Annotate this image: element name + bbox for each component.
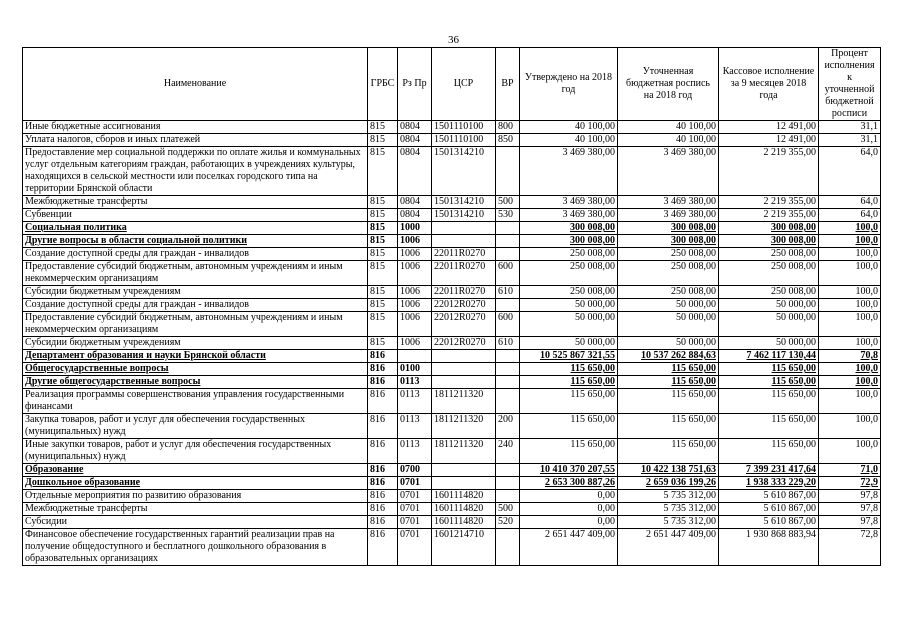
cell-grbs: 816 bbox=[368, 490, 398, 503]
cell-grbs: 815 bbox=[368, 222, 398, 235]
cell-grbs: 816 bbox=[368, 503, 398, 516]
header-refined: Уточненная бюджетная роспись на 2018 год bbox=[618, 48, 719, 121]
cell-grbs: 816 bbox=[368, 363, 398, 376]
cell-refined: 300 008,00 bbox=[618, 222, 719, 235]
cell-name: Образование bbox=[23, 464, 368, 477]
cell-vr bbox=[496, 235, 520, 248]
cell-refined: 5 735 312,00 bbox=[618, 516, 719, 529]
cell-refined: 115 650,00 bbox=[618, 376, 719, 389]
cell-approved: 10 525 867 321,55 bbox=[520, 350, 618, 363]
cell-refined: 115 650,00 bbox=[618, 389, 719, 414]
cell-grbs: 816 bbox=[368, 414, 398, 439]
cell-vr bbox=[496, 363, 520, 376]
table-row bbox=[23, 209, 881, 222]
cell-csr bbox=[432, 376, 496, 389]
cell-csr: 1501314210 bbox=[432, 196, 496, 209]
cell-name: Другие общегосударственные вопросы bbox=[23, 376, 368, 389]
cell-cash: 5 610 867,00 bbox=[719, 490, 819, 503]
cell-name: Закупка товаров, работ и услуг для обеспечения государственных (муниципальных) нужд bbox=[23, 414, 368, 439]
cell-approved: 2 651 447 409,00 bbox=[520, 529, 618, 566]
cell-approved: 115 650,00 bbox=[520, 414, 618, 439]
cell-vr: 200 bbox=[496, 414, 520, 439]
cell-cash: 5 610 867,00 bbox=[719, 516, 819, 529]
cell-grbs: 815 bbox=[368, 286, 398, 299]
cell-cash: 115 650,00 bbox=[719, 376, 819, 389]
cell-name: Общегосударственные вопросы bbox=[23, 363, 368, 376]
table-row bbox=[23, 516, 881, 529]
cell-name: Субсидии bbox=[23, 516, 368, 529]
cell-vr: 600 bbox=[496, 261, 520, 286]
cell-percent: 100,0 bbox=[819, 235, 881, 248]
cell-name: Департамент образования и науки Брянской области bbox=[23, 350, 368, 363]
cell-percent: 97,8 bbox=[819, 490, 881, 503]
cell-rzpr: 0804 bbox=[398, 209, 432, 222]
cell-vr: 500 bbox=[496, 196, 520, 209]
cell-name: Межбюджетные трансферты bbox=[23, 196, 368, 209]
table-row bbox=[23, 376, 881, 389]
cell-grbs: 815 bbox=[368, 121, 398, 134]
cell-vr bbox=[496, 222, 520, 235]
cell-name: Предоставление субсидий бюджетным, автономным учреждениям и иным некоммерческим организациям bbox=[23, 261, 368, 286]
cell-cash: 2 219 355,00 bbox=[719, 196, 819, 209]
cell-percent: 31,1 bbox=[819, 121, 881, 134]
cell-rzpr: 1006 bbox=[398, 286, 432, 299]
cell-refined: 3 469 380,00 bbox=[618, 147, 719, 196]
table-row bbox=[23, 337, 881, 350]
table-row bbox=[23, 235, 881, 248]
table-row bbox=[23, 261, 881, 286]
cell-percent: 64,0 bbox=[819, 147, 881, 196]
cell-cash: 12 491,00 bbox=[719, 134, 819, 147]
cell-csr: 1811211320 bbox=[432, 389, 496, 414]
cell-percent: 100,0 bbox=[819, 376, 881, 389]
cell-vr: 850 bbox=[496, 134, 520, 147]
cell-rzpr: 0701 bbox=[398, 516, 432, 529]
cell-percent: 100,0 bbox=[819, 312, 881, 337]
cell-rzpr: 0113 bbox=[398, 376, 432, 389]
cell-csr: 22011R0270 bbox=[432, 248, 496, 261]
cell-vr: 800 bbox=[496, 121, 520, 134]
cell-vr: 530 bbox=[496, 209, 520, 222]
cell-name: Социальная политика bbox=[23, 222, 368, 235]
cell-cash: 2 219 355,00 bbox=[719, 147, 819, 196]
cell-rzpr: 0701 bbox=[398, 503, 432, 516]
cell-name: Уплата налогов, сборов и иных платежей bbox=[23, 134, 368, 147]
page-number: 36 bbox=[448, 34, 459, 46]
cell-approved: 115 650,00 bbox=[520, 389, 618, 414]
table-row bbox=[23, 490, 881, 503]
cell-csr bbox=[432, 222, 496, 235]
cell-cash: 250 008,00 bbox=[719, 286, 819, 299]
cell-percent: 64,0 bbox=[819, 209, 881, 222]
header-grbs: ГРБС bbox=[368, 48, 398, 121]
cell-refined: 50 000,00 bbox=[618, 299, 719, 312]
cell-name: Дошкольное образование bbox=[23, 477, 368, 490]
cell-refined: 10 422 138 751,63 bbox=[618, 464, 719, 477]
cell-vr: 600 bbox=[496, 312, 520, 337]
cell-cash: 115 650,00 bbox=[719, 439, 819, 464]
cell-csr: 1601114820 bbox=[432, 503, 496, 516]
cell-refined: 2 659 036 199,26 bbox=[618, 477, 719, 490]
cell-csr bbox=[432, 350, 496, 363]
cell-cash: 50 000,00 bbox=[719, 312, 819, 337]
cell-refined: 300 008,00 bbox=[618, 235, 719, 248]
cell-cash: 250 008,00 bbox=[719, 261, 819, 286]
cell-percent: 100,0 bbox=[819, 261, 881, 286]
cell-cash: 300 008,00 bbox=[719, 235, 819, 248]
cell-grbs: 815 bbox=[368, 312, 398, 337]
cell-csr bbox=[432, 235, 496, 248]
table-row bbox=[23, 196, 881, 209]
header-name: Наименование bbox=[23, 48, 368, 121]
cell-csr: 22011R0270 bbox=[432, 286, 496, 299]
table-row bbox=[23, 350, 881, 363]
cell-cash: 2 219 355,00 bbox=[719, 209, 819, 222]
cell-approved: 2 653 300 887,26 bbox=[520, 477, 618, 490]
cell-vr bbox=[496, 248, 520, 261]
cell-csr: 1501314210 bbox=[432, 147, 496, 196]
cell-name: Создание доступной среды для граждан - инвалидов bbox=[23, 248, 368, 261]
cell-grbs: 816 bbox=[368, 389, 398, 414]
cell-approved: 115 650,00 bbox=[520, 439, 618, 464]
cell-grbs: 815 bbox=[368, 196, 398, 209]
table-row bbox=[23, 121, 881, 134]
cell-refined: 40 100,00 bbox=[618, 134, 719, 147]
cell-approved: 50 000,00 bbox=[520, 312, 618, 337]
cell-percent: 100,0 bbox=[819, 286, 881, 299]
cell-percent: 64,0 bbox=[819, 196, 881, 209]
cell-percent: 100,0 bbox=[819, 337, 881, 350]
cell-approved: 0,00 bbox=[520, 490, 618, 503]
table-row bbox=[23, 134, 881, 147]
cell-percent: 100,0 bbox=[819, 414, 881, 439]
cell-approved: 250 008,00 bbox=[520, 286, 618, 299]
cell-refined: 3 469 380,00 bbox=[618, 209, 719, 222]
cell-vr: 520 bbox=[496, 516, 520, 529]
cell-name: Другие вопросы в области социальной политики bbox=[23, 235, 368, 248]
cell-cash: 115 650,00 bbox=[719, 363, 819, 376]
cell-percent: 72,8 bbox=[819, 529, 881, 566]
cell-cash: 50 000,00 bbox=[719, 337, 819, 350]
cell-name: Субвенции bbox=[23, 209, 368, 222]
cell-refined: 250 008,00 bbox=[618, 261, 719, 286]
cell-csr: 1601214710 bbox=[432, 529, 496, 566]
cell-approved: 0,00 bbox=[520, 516, 618, 529]
cell-percent: 97,8 bbox=[819, 503, 881, 516]
cell-rzpr: 0701 bbox=[398, 490, 432, 503]
cell-approved: 3 469 380,00 bbox=[520, 147, 618, 196]
cell-cash: 115 650,00 bbox=[719, 389, 819, 414]
cell-percent: 100,0 bbox=[819, 389, 881, 414]
cell-approved: 300 008,00 bbox=[520, 222, 618, 235]
cell-csr: 22012R0270 bbox=[432, 312, 496, 337]
cell-rzpr: 1006 bbox=[398, 261, 432, 286]
cell-percent: 97,8 bbox=[819, 516, 881, 529]
cell-vr: 610 bbox=[496, 337, 520, 350]
header-approved: Утверждено на 2018 год bbox=[520, 48, 618, 121]
cell-vr bbox=[496, 350, 520, 363]
table-row bbox=[23, 503, 881, 516]
cell-approved: 300 008,00 bbox=[520, 235, 618, 248]
table-row bbox=[23, 477, 881, 490]
cell-csr: 1811211320 bbox=[432, 414, 496, 439]
cell-rzpr: 0113 bbox=[398, 389, 432, 414]
cell-grbs: 816 bbox=[368, 439, 398, 464]
cell-approved: 50 000,00 bbox=[520, 299, 618, 312]
cell-vr: 610 bbox=[496, 286, 520, 299]
cell-csr bbox=[432, 464, 496, 477]
cell-percent: 71,0 bbox=[819, 464, 881, 477]
cell-refined: 115 650,00 bbox=[618, 439, 719, 464]
cell-rzpr: 0804 bbox=[398, 147, 432, 196]
cell-rzpr: 0700 bbox=[398, 464, 432, 477]
cell-grbs: 815 bbox=[368, 235, 398, 248]
cell-csr: 22012R0270 bbox=[432, 337, 496, 350]
cell-refined: 50 000,00 bbox=[618, 337, 719, 350]
table-row bbox=[23, 439, 881, 464]
cell-percent: 70,8 bbox=[819, 350, 881, 363]
cell-refined: 115 650,00 bbox=[618, 414, 719, 439]
cell-refined: 250 008,00 bbox=[618, 248, 719, 261]
cell-cash: 1 938 333 229,20 bbox=[719, 477, 819, 490]
cell-approved: 250 008,00 bbox=[520, 248, 618, 261]
cell-percent: 100,0 bbox=[819, 248, 881, 261]
cell-cash: 1 930 868 883,94 bbox=[719, 529, 819, 566]
cell-cash: 300 008,00 bbox=[719, 222, 819, 235]
cell-refined: 5 735 312,00 bbox=[618, 490, 719, 503]
cell-name: Создание доступной среды для граждан - инвалидов bbox=[23, 299, 368, 312]
cell-grbs: 815 bbox=[368, 248, 398, 261]
cell-grbs: 816 bbox=[368, 516, 398, 529]
table-row bbox=[23, 414, 881, 439]
table-row bbox=[23, 464, 881, 477]
cell-grbs: 815 bbox=[368, 299, 398, 312]
cell-rzpr: 0100 bbox=[398, 363, 432, 376]
table-row bbox=[23, 248, 881, 261]
cell-grbs: 815 bbox=[368, 147, 398, 196]
cell-name: Предоставление субсидий бюджетным, автономным учреждениям и иным некоммерческим организациям bbox=[23, 312, 368, 337]
cell-refined: 3 469 380,00 bbox=[618, 196, 719, 209]
cell-csr: 1501314210 bbox=[432, 209, 496, 222]
cell-csr: 1501110100 bbox=[432, 121, 496, 134]
cell-approved: 40 100,00 bbox=[520, 134, 618, 147]
table-row bbox=[23, 147, 881, 196]
cell-vr bbox=[496, 490, 520, 503]
header-csr: ЦСР bbox=[432, 48, 496, 121]
cell-cash: 7 462 117 130,44 bbox=[719, 350, 819, 363]
cell-name: Финансовое обеспечение государственных гарантий реализации прав на получение общедоступного и бесплатного дошкольного образования в образовательных организациях bbox=[23, 529, 368, 566]
cell-csr bbox=[432, 363, 496, 376]
cell-grbs: 815 bbox=[368, 209, 398, 222]
cell-refined: 115 650,00 bbox=[618, 363, 719, 376]
cell-grbs: 816 bbox=[368, 477, 398, 490]
cell-percent: 100,0 bbox=[819, 439, 881, 464]
cell-cash: 7 399 231 417,64 bbox=[719, 464, 819, 477]
cell-approved: 3 469 380,00 bbox=[520, 209, 618, 222]
cell-name: Иные закупки товаров, работ и услуг для обеспечения государственных (муниципальных) нужд bbox=[23, 439, 368, 464]
cell-approved: 50 000,00 bbox=[520, 337, 618, 350]
table-row bbox=[23, 299, 881, 312]
cell-approved: 10 410 370 207,55 bbox=[520, 464, 618, 477]
cell-name: Предоставление мер социальной поддержки по оплате жилья и коммунальных услуг отдельным категориям граждан, работающих в учреждениях культуры, находящихся в сельской местности или поселках городского типа на территории Брянской области bbox=[23, 147, 368, 196]
cell-refined: 10 537 262 884,63 bbox=[618, 350, 719, 363]
cell-rzpr: 0113 bbox=[398, 414, 432, 439]
cell-vr bbox=[496, 147, 520, 196]
cell-rzpr: 1006 bbox=[398, 337, 432, 350]
table-row bbox=[23, 363, 881, 376]
cell-refined: 50 000,00 bbox=[618, 312, 719, 337]
cell-csr: 22011R0270 bbox=[432, 261, 496, 286]
cell-refined: 250 008,00 bbox=[618, 286, 719, 299]
cell-grbs: 816 bbox=[368, 376, 398, 389]
header-vr: ВР bbox=[496, 48, 520, 121]
table-row bbox=[23, 286, 881, 299]
cell-name: Отдельные мероприятия по развитию образования bbox=[23, 490, 368, 503]
cell-approved: 115 650,00 bbox=[520, 376, 618, 389]
cell-approved: 250 008,00 bbox=[520, 261, 618, 286]
cell-vr bbox=[496, 477, 520, 490]
cell-rzpr: 0804 bbox=[398, 134, 432, 147]
cell-rzpr: 1006 bbox=[398, 312, 432, 337]
cell-rzpr: 1006 bbox=[398, 235, 432, 248]
cell-name: Реализация программы совершенствования управления государственными финансами bbox=[23, 389, 368, 414]
header-percent: Процент исполнения к уточненной бюджетной росписи bbox=[819, 48, 881, 121]
cell-refined: 2 651 447 409,00 bbox=[618, 529, 719, 566]
cell-rzpr: 0701 bbox=[398, 477, 432, 490]
cell-rzpr bbox=[398, 350, 432, 363]
cell-percent: 72,9 bbox=[819, 477, 881, 490]
cell-vr bbox=[496, 389, 520, 414]
cell-csr: 1501110100 bbox=[432, 134, 496, 147]
cell-cash: 115 650,00 bbox=[719, 414, 819, 439]
cell-percent: 100,0 bbox=[819, 363, 881, 376]
budget-table bbox=[22, 47, 881, 566]
cell-rzpr: 1006 bbox=[398, 248, 432, 261]
cell-approved: 3 469 380,00 bbox=[520, 196, 618, 209]
cell-name: Субсидии бюджетным учреждениям bbox=[23, 286, 368, 299]
cell-rzpr: 0701 bbox=[398, 529, 432, 566]
table-row bbox=[23, 312, 881, 337]
cell-name: Субсидии бюджетным учреждениям bbox=[23, 337, 368, 350]
cell-refined: 5 735 312,00 bbox=[618, 503, 719, 516]
cell-vr bbox=[496, 529, 520, 566]
cell-cash: 250 008,00 bbox=[719, 248, 819, 261]
cell-grbs: 816 bbox=[368, 464, 398, 477]
cell-percent: 100,0 bbox=[819, 299, 881, 312]
cell-grbs: 815 bbox=[368, 261, 398, 286]
cell-rzpr: 1000 bbox=[398, 222, 432, 235]
cell-grbs: 815 bbox=[368, 337, 398, 350]
cell-percent: 31,1 bbox=[819, 134, 881, 147]
cell-approved: 0,00 bbox=[520, 503, 618, 516]
cell-grbs: 815 bbox=[368, 134, 398, 147]
cell-vr: 500 bbox=[496, 503, 520, 516]
table-row bbox=[23, 529, 881, 566]
cell-cash: 50 000,00 bbox=[719, 299, 819, 312]
cell-approved: 115 650,00 bbox=[520, 363, 618, 376]
cell-csr: 1811211320 bbox=[432, 439, 496, 464]
cell-rzpr: 0113 bbox=[398, 439, 432, 464]
cell-rzpr: 1006 bbox=[398, 299, 432, 312]
table-row bbox=[23, 222, 881, 235]
cell-cash: 5 610 867,00 bbox=[719, 503, 819, 516]
cell-approved: 40 100,00 bbox=[520, 121, 618, 134]
table-row bbox=[23, 389, 881, 414]
header-cash: Кассовое исполнение за 9 месяцев 2018 года bbox=[719, 48, 819, 121]
cell-vr bbox=[496, 376, 520, 389]
cell-csr: 22012R0270 bbox=[432, 299, 496, 312]
table-header-row bbox=[23, 48, 881, 121]
cell-csr: 1601114820 bbox=[432, 490, 496, 503]
cell-vr: 240 bbox=[496, 439, 520, 464]
cell-rzpr: 0804 bbox=[398, 121, 432, 134]
cell-vr bbox=[496, 299, 520, 312]
cell-rzpr: 0804 bbox=[398, 196, 432, 209]
cell-cash: 12 491,00 bbox=[719, 121, 819, 134]
cell-percent: 100,0 bbox=[819, 222, 881, 235]
cell-name: Иные бюджетные ассигнования bbox=[23, 121, 368, 134]
cell-vr bbox=[496, 464, 520, 477]
cell-name: Межбюджетные трансферты bbox=[23, 503, 368, 516]
header-rzpr: Рз Пр bbox=[398, 48, 432, 121]
cell-csr: 1601114820 bbox=[432, 516, 496, 529]
cell-csr bbox=[432, 477, 496, 490]
cell-refined: 40 100,00 bbox=[618, 121, 719, 134]
cell-grbs: 816 bbox=[368, 350, 398, 363]
cell-grbs: 816 bbox=[368, 529, 398, 566]
